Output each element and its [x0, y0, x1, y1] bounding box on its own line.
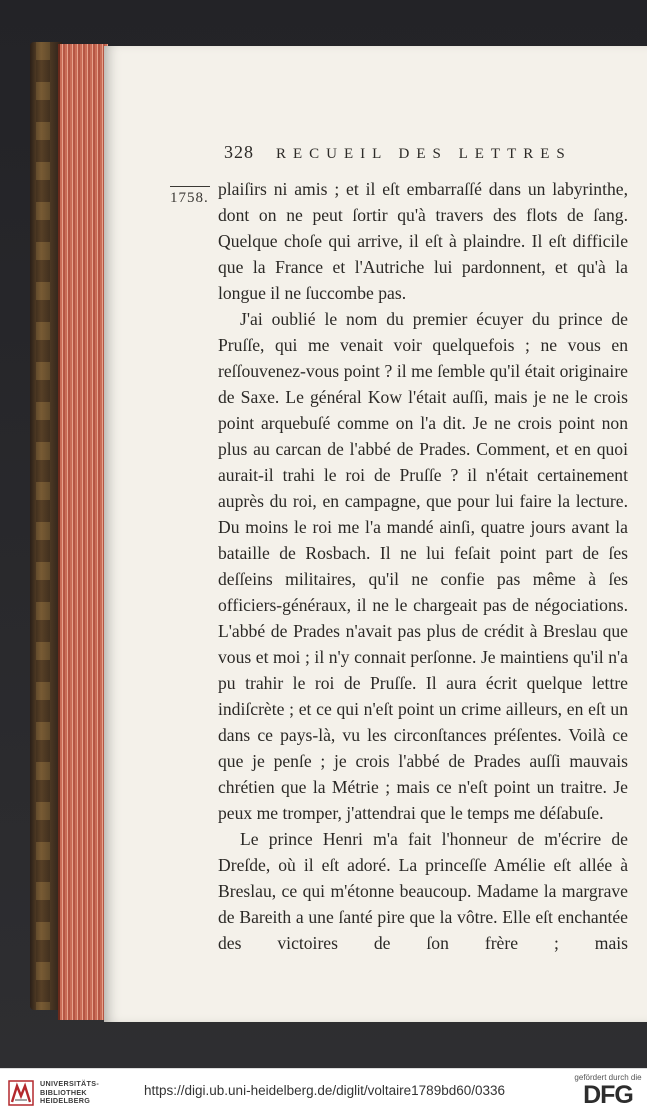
library-name [40, 1080, 99, 1106]
running-header [224, 142, 604, 166]
library-logo[interactable] [8, 1077, 138, 1109]
margin-year [170, 186, 214, 207]
logo-line-1: UNIVERSITÄTS- [40, 1079, 100, 1089]
running-title: RECUEIL DES LETTRES [276, 146, 572, 162]
body-text [218, 176, 628, 956]
page-edges [58, 44, 108, 1020]
paragraph-2: J'ai oublié le nom du premier écuyer du prince de Pruſſe, qui me venait voir quelquefois ; ne vous en reſſouvenez-vous point ? il me ſemble qu'il était originaire de Saxe. Le général Kow l'était auſſi, mais je ne le crois point arquebuſé comme on l'a dit. Je ne crois point non plus au carcan de l'abbé de Prades. Comment, et en quoi aurait-il trahi le roi de Pruſſe ? il n'était certainement auprès du roi, en campagne, que pour lui faire la lecture. Du moins le roi me l'a mandé ainſi, quatre jours avant la bataille de Rosbach. Il ne lui feſait point part de ſes deſſeins militaires, qu'il ne confie pas même à ſes officiers-généraux, il ne le chargeait pas de négociations. L'abbé de Prades n'avait pas plus de crédit à Breslau que vous et moi ; il n'y connait perſonne. Je maintiens qu'il n'a pu trahir le roi de Pruſſe. Il aura écrit quelque lettre indiſcrète ; et ce qui n'eſt point un crime ailleurs, en eſt un dans ce pays-là, vu les circonſtances préſentes. Voilà ce que je penſe ; je crois l'abbé de Prades auſſi mauvais chrétien que la Métrie ; mais ce n'eſt point un traitre. Je peux me tromper, j'attendrai que le temps me déſabuſe. [218, 309, 628, 823]
paragraph-3: Le prince Henri m'a fait l'honneur de m'écrire de Dreſde, où il eſt adoré. La princeſſe Amélie eſt allée à Breslau, ce qui m'étonne beaucoup. Madame la margrave de Bareith a une ſanté pire que la vôtre. Elle eſt enchantée des victoires de ſon frère ; mais [218, 829, 628, 953]
funding-caption: gefördert durch die [574, 1073, 642, 1082]
permalink-url[interactable]: https://digi.ub.uni-heidelberg.de/diglit/voltaire1789bd60/0336 [144, 1083, 506, 1098]
logo-line-3: HEIDELBERG [40, 1096, 91, 1106]
library-seal-icon [8, 1080, 34, 1106]
page-number: 328 [224, 142, 254, 162]
dfg-logo: DFG [583, 1081, 633, 1109]
funder-badge[interactable] [572, 1073, 644, 1113]
logo-line-2: BIBLIOTHEK [40, 1087, 87, 1097]
paragraph-1: plaiſirs ni amis ; et il eſt embarraſſé dans un labyrinthe, dont on ne peut ſortir qu'à travers des flots de ſang. Quelque choſe qui arrive, il eſt à plaindre. Il eſt difficile que la France et l'Autriche lui pardonnent, et qu'à la longue il ne ſuccombe pas. [218, 179, 628, 303]
margin-year-text: 1758. [170, 190, 209, 206]
viewer-footer [0, 1068, 647, 1116]
margin-rule [170, 186, 210, 187]
